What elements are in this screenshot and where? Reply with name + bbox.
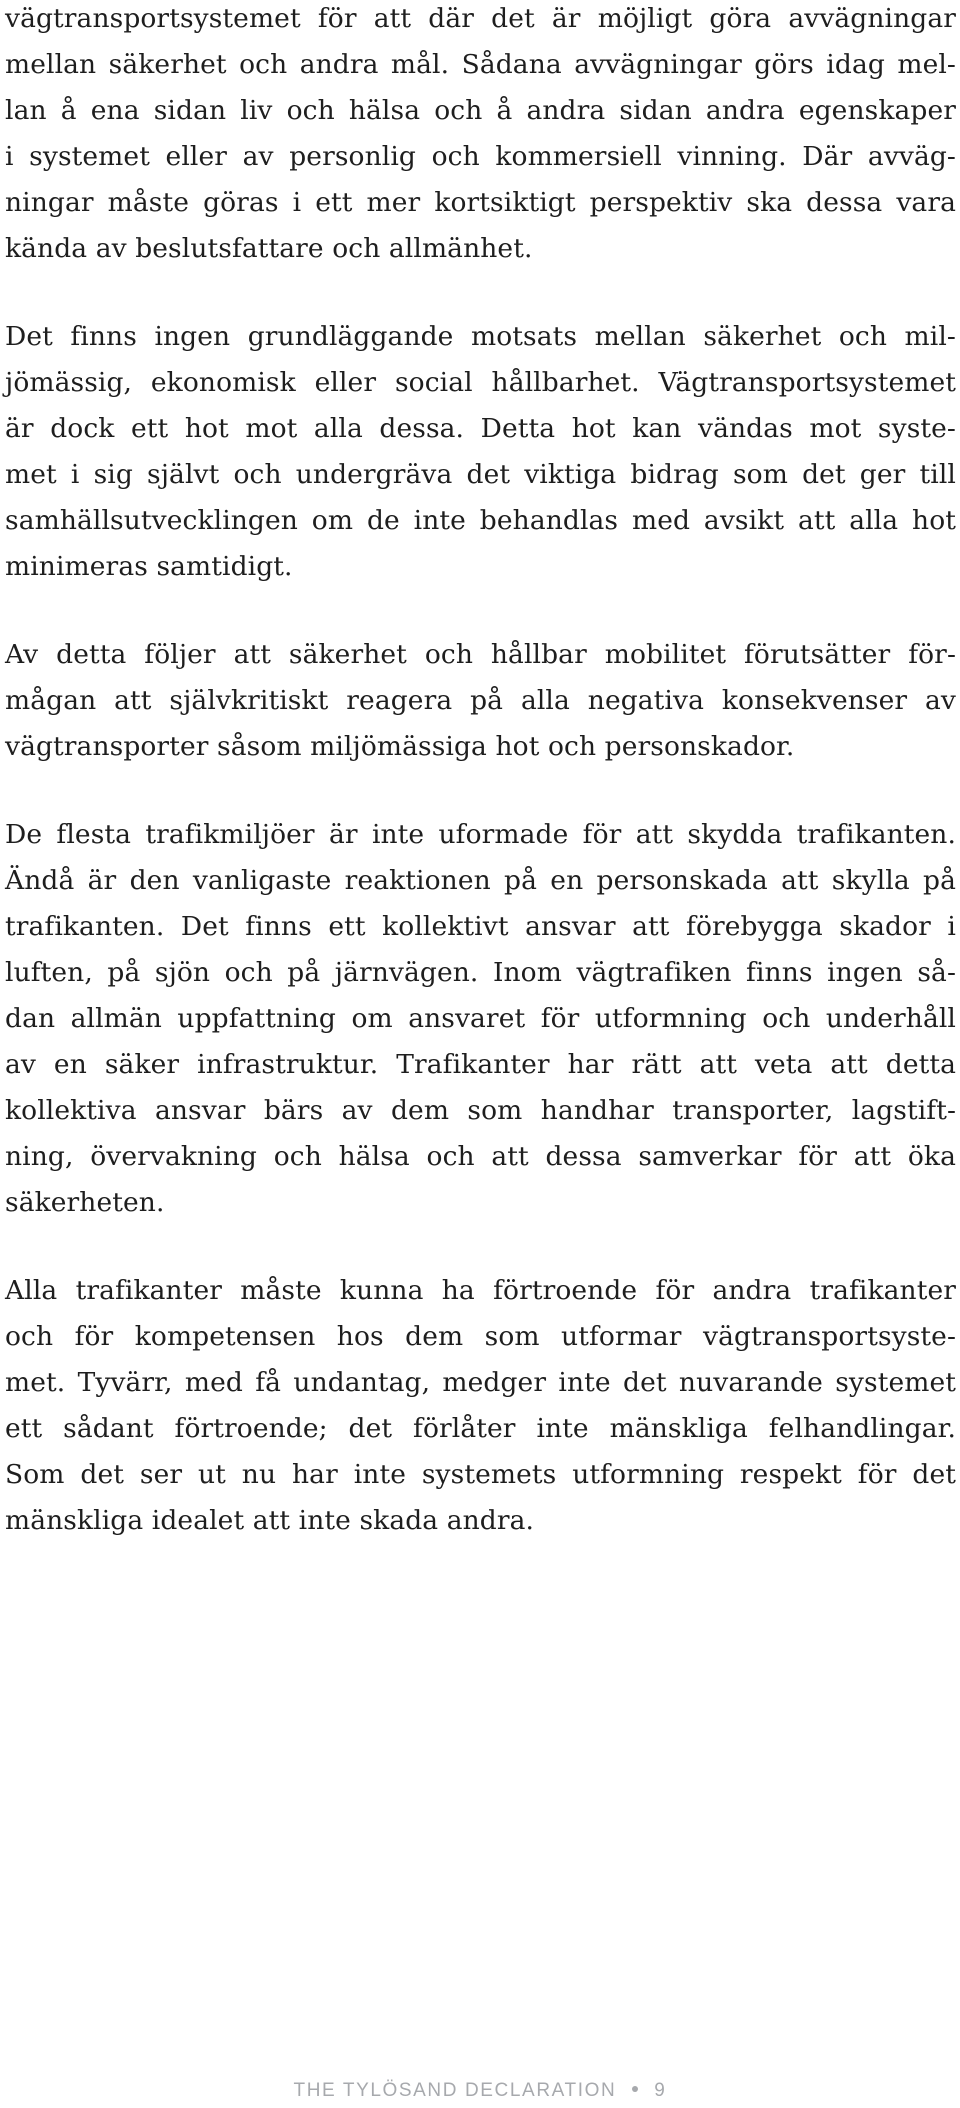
text-line: i systemet eller av personlig och kommersiell vinning. Där avväg- bbox=[5, 141, 956, 172]
text-line: Ändå är den vanligaste reaktionen på en personskada att skylla på bbox=[5, 865, 956, 896]
text-line: är dock ett hot mot alla dessa. Detta hot kan vändas mot syste- bbox=[5, 413, 956, 444]
text-line: Som det ser ut nu har inte systemets utformning respekt för det bbox=[5, 1459, 956, 1490]
text-line: ett sådant förtroende; det förlåter inte mänskliga felhandlingar. bbox=[5, 1413, 956, 1444]
text-line: mellan säkerhet och andra mål. Sådana avvägningar görs idag mel- bbox=[5, 49, 956, 80]
text-line: och för kompetensen hos dem som utformar vägtransportsyste- bbox=[5, 1321, 956, 1352]
text-line: luften, på sjön och på järnvägen. Inom vägtrafiken finns ingen så- bbox=[5, 957, 956, 988]
text-line: lan å ena sidan liv och hälsa och å andra sidan andra egenskaper bbox=[5, 95, 956, 126]
paragraph-5 bbox=[0, 1268, 960, 1544]
text-line: dan allmän uppfattning om ansvaret för utformning och underhåll bbox=[5, 1003, 956, 1034]
bullet-separator-icon bbox=[632, 2086, 638, 2092]
page-number: 9 bbox=[654, 2080, 667, 2101]
text-line: av en säker infrastruktur. Trafikanter har rätt att veta att detta bbox=[5, 1049, 956, 1080]
paragraph-4 bbox=[0, 812, 960, 1226]
page-footer bbox=[0, 2080, 960, 2102]
text-line: vägtransporter såsom miljömässiga hot och personskador. bbox=[5, 731, 795, 762]
text-line: Av detta följer att säkerhet och hållbar mobilitet förutsätter för- bbox=[5, 639, 956, 670]
text-line: met i sig självt och undergräva det viktiga bidrag som det ger till bbox=[5, 459, 956, 490]
paragraph-2 bbox=[0, 314, 960, 590]
paragraph-1 bbox=[0, 0, 960, 272]
text-line: met. Tyvärr, med få undantag, medger inte det nuvarande systemet bbox=[5, 1367, 956, 1398]
text-line: ning, övervakning och hälsa och att dessa samverkar för att öka bbox=[5, 1141, 956, 1172]
paragraph-3 bbox=[0, 632, 960, 770]
text-line: kollektiva ansvar bärs av dem som handhar transporter, lagstift- bbox=[5, 1095, 956, 1126]
text-line: kända av beslutsfattare och allmänhet. bbox=[5, 233, 533, 264]
text-line: Det finns ingen grundläggande motsats mellan säkerhet och mil- bbox=[5, 321, 956, 352]
text-line: vägtransportsystemet för att där det är möjligt göra avvägningar bbox=[5, 3, 956, 34]
text-line: samhällsutvecklingen om de inte behandlas med avsikt att alla hot bbox=[5, 505, 956, 536]
text-line: jömässig, ekonomisk eller social hållbarhet. Vägtransportsystemet bbox=[5, 367, 956, 398]
text-line: trafikanten. Det finns ett kollektivt ansvar att förebygga skador i bbox=[5, 911, 956, 942]
footer-title: THE TYLÖSAND DECLARATION bbox=[293, 2080, 617, 2101]
text-line: minimeras samtidigt. bbox=[5, 551, 293, 582]
text-line: ningar måste göras i ett mer kortsiktigt perspektiv ska dessa vara bbox=[5, 187, 956, 218]
text-line: mågan att självkritiskt reagera på alla negativa konsekvenser av bbox=[5, 685, 956, 716]
text-line: De flesta trafikmiljöer är inte uformade för att skydda trafikanten. bbox=[5, 819, 956, 850]
text-line: mänskliga idealet att inte skada andra. bbox=[5, 1505, 535, 1536]
text-line: säkerheten. bbox=[5, 1187, 165, 1218]
text-line: Alla trafikanter måste kunna ha förtroende för andra trafikanter bbox=[5, 1275, 956, 1306]
